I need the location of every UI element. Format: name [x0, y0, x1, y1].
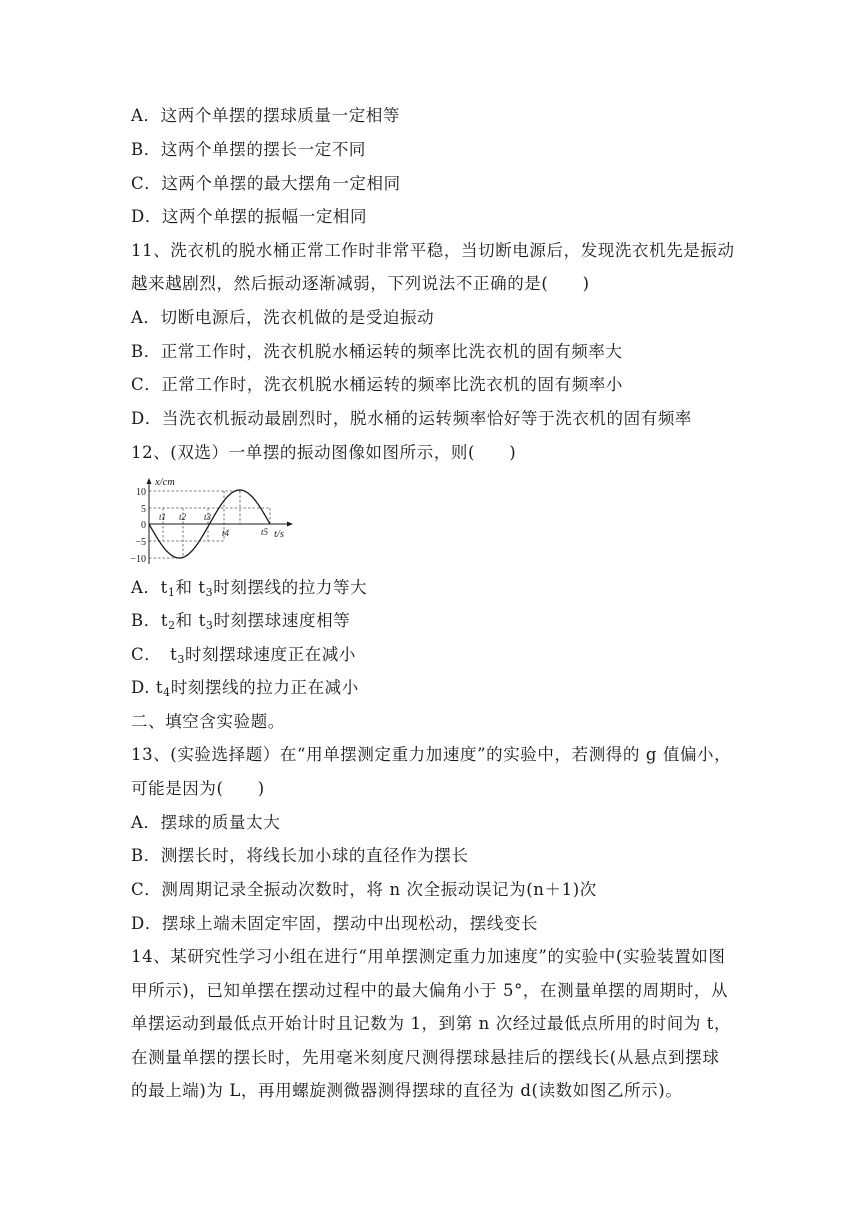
q13-option-c: C．测周期记录全振动次数时，将 n 次全振动误记为(n＋1)次: [131, 880, 597, 899]
y-axis-arrow: [147, 478, 152, 484]
q13-option-d: D．摆球上端未固定牢固，摆动中出现松动，摆线变长: [131, 914, 539, 933]
y-tick-minus10: −10: [130, 554, 146, 565]
q11-option-a: A．切断电源后，洗衣机做的是受迫振动: [131, 308, 435, 327]
time-label-t4: t4: [222, 528, 230, 538]
q11-option-d: D．当洗衣机振动最剧烈时，脱水桶的运转频率恰好等于洗衣机的固有频率: [131, 409, 693, 428]
y-tick-minus5: −5: [135, 537, 146, 548]
prev-option-c: C．这两个单摆的最大摆角一定相同: [131, 174, 401, 193]
time-label-t1: t1: [159, 512, 167, 522]
time-label-t5: t5: [261, 527, 269, 537]
section2-title: 二、填空含实验题。: [131, 712, 285, 731]
y-tick-5: 5: [141, 504, 146, 515]
y-tick-10: 10: [136, 487, 146, 498]
q14-line5: 的最上端)为 L，再用螺旋测微器测得摆球的直径为 d(读数如图乙所示)。: [131, 1081, 683, 1100]
prev-option-d: D．这两个单摆的振幅一定相同: [131, 207, 368, 226]
q12-option-c: C． $t_3$时刻摆球速度正在减小: [131, 645, 357, 666]
q14-line4: 在测量单摆的摆长时，先用毫米刻度尺测得摆球悬挂后的摆线长(从悬点到摆球: [131, 1048, 720, 1067]
q13-option-a: A．摆球的质量太大: [131, 813, 281, 832]
q14-line2: 甲所示)，已知单摆在摆动过程中的最大偏角小于 5°，在测量单摆的周期时，从: [131, 981, 729, 1000]
q14-line1: 14、某研究性学习小组在进行“用单摆测定重力加速度”的实验中(实验装置如图: [131, 947, 726, 966]
q11-stem-line1: 11、洗衣机的脱水桶正常工作时非常平稳，当切断电源后，发现洗衣机先是振动: [131, 241, 735, 260]
time-label-t2: t2: [179, 512, 187, 522]
q14-line3: 单摆运动到最低点开始计时且记数为 1，到第 n 次经过最低点所用的时间为 t，: [131, 1014, 732, 1033]
prev-option-b: B．这两个单摆的摆长一定不同: [131, 140, 367, 159]
x-axis-label: t/s: [274, 529, 284, 540]
time-label-t3: t3: [204, 512, 212, 522]
pendulum-vibration-graph: [129, 476, 299, 566]
q11-option-b: B．正常工作时，洗衣机脱水桶运转的频率比洗衣机的固有频率大: [131, 342, 623, 361]
q12-stem: 12、(双选）一单摆的振动图像如图所示，则( ): [131, 443, 517, 462]
q11-stem-line2: 越来越剧烈，然后振动逐渐减弱，下列说法不正确的是( ): [131, 274, 590, 293]
q12-option-b: B．$t_2$和 $t_3$时刻摆球速度相等: [131, 611, 351, 632]
x-axis-arrow: [287, 522, 293, 527]
q13-stem-line2: 可能是因为( ): [131, 779, 265, 798]
y-tick-0: 0: [141, 520, 146, 531]
prev-option-a: A．这两个单摆的摆球质量一定相等: [131, 106, 401, 125]
q11-option-c: C．正常工作时，洗衣机脱水桶运转的频率比洗衣机的固有频率小: [131, 375, 624, 394]
q12-option-a: A．$t_1$和 $t_3$时刻摆线的拉力等大: [131, 578, 368, 599]
q13-option-b: B．测摆长时，将线长加小球的直径作为摆长: [131, 846, 469, 865]
q13-stem-line1: 13、(实验选择题）在“用单摆测定重力加速度”的实验中，若测得的 g 值偏小，: [131, 745, 732, 764]
y-axis-label: x/cm: [155, 477, 175, 488]
q12-option-d: D. $t_4$时刻摆线的拉力正在减小: [131, 678, 359, 699]
